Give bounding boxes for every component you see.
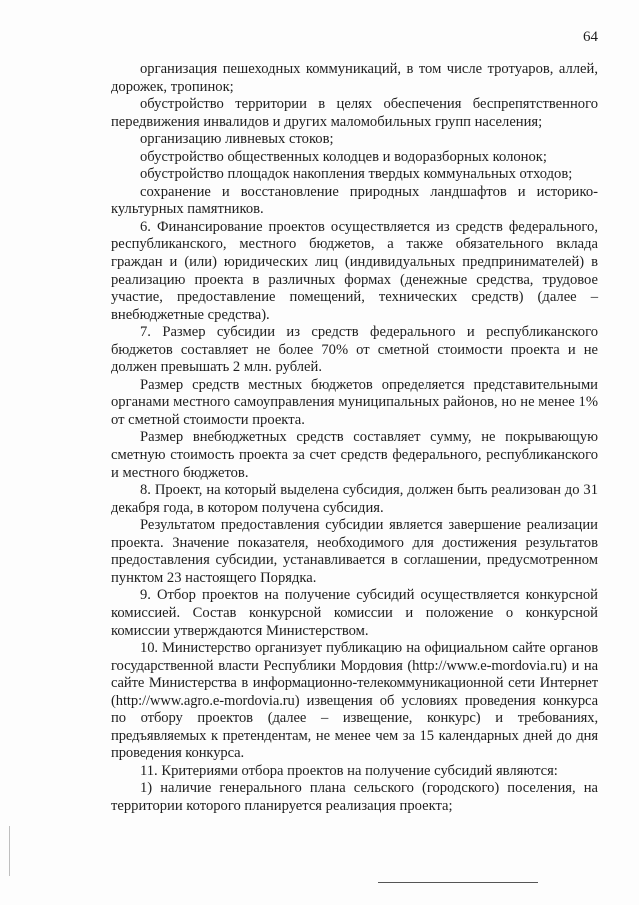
scan-margin-mark xyxy=(9,826,10,876)
paragraph-local-budgets: Размер средств местных бюджетов определяется представительными органами местного самоуправления муниципальных районов, но не менее 1% от сметной стоимости проекта. xyxy=(111,376,598,428)
paragraph-item-7: 7. Размер субсидии из средств федерального и республиканского бюджетов составляет не более 70% от сметной стоимости проекта и не должен превышать 2 млн. рублей. xyxy=(111,324,598,376)
paragraph-waste-sites: обустройство площадок накопления твердых коммунальных отходов; xyxy=(140,166,573,183)
paragraph-item-11: 11. Критериями отбора проектов на получение субсидий являются: xyxy=(140,762,558,779)
page-number: 64 xyxy=(583,29,598,45)
paragraph-item-10: 10. Министерство организует публикацию на официальном сайте органов государственной власти Республики Мордовия (http://www.e-mordovia.ru) и на сайте Министерства в информационно-телекоммуникационной сети Интернет (http://www.agro.e-mordovia.ru) извещения об условиях проведения конкурса по отбору проектов (далее – извещение, конкурс) и требованиях, предъявляемых к претендентам, не менее чем за 15 календарных дней до дня проведения конкурса. xyxy=(111,640,598,762)
document-body xyxy=(111,61,598,816)
paragraph-storm-drains: организацию ливневых стоков; xyxy=(140,131,334,148)
paragraph-item-8: 8. Проект, на который выделена субсидия, должен быть реализован до 31 декабря года, в котором получена субсидия. xyxy=(111,482,598,516)
paragraph-criterion-1: 1) наличие генерального плана сельского (городского) поселения, на территории которого планируется реализация проекта; xyxy=(111,780,598,814)
paragraph-landscapes: сохранение и восстановление природных ландшафтов и историко-культурных памятников. xyxy=(111,183,598,218)
paragraph-accessibility: обустройство территории в целях обеспечения беспрепятственного передвижения инвалидов и других маломобильных групп населения; xyxy=(111,96,598,130)
paragraph-pedestrian-communications: организация пешеходных коммуникаций, в том числе тротуаров, аллей, дорожек, тропинок; xyxy=(111,61,598,95)
footer-rule xyxy=(378,882,538,883)
paragraph-extrabudgetary: Размер внебюджетных средств составляет сумму, не покрывающую сметную стоимость проекта за счет средств федерального, республиканского и местного бюджетов. xyxy=(111,429,598,481)
paragraph-item-6: 6. Финансирование проектов осуществляется из средств федерального, республиканского, местного бюджетов, а также обязательного вклада граждан и (или) юридических лиц (индивидуальных предпринимателей) в реализацию проекта в различных формах (денежные средства, трудовое участие, предоставление помещений, технических средств) (далее – внебюджетные средства). xyxy=(111,218,598,323)
paragraph-wells: обустройство общественных колодцев и водоразборных колонок; xyxy=(140,148,547,165)
paragraph-item-9: 9. Отбор проектов на получение субсидий осуществляется конкурсной комиссией. Состав конкурсной комиссии и положение о конкурсной комиссии утверждаются Министерством. xyxy=(111,587,598,639)
paragraph-result: Результатом предоставления субсидии является завершение реализации проекта. Значение показателя, необходимого для достижения результатов предоставления субсидии, устанавливается в соглашении, предусмотренном пунктом 23 настоящего Порядка. xyxy=(111,517,598,586)
